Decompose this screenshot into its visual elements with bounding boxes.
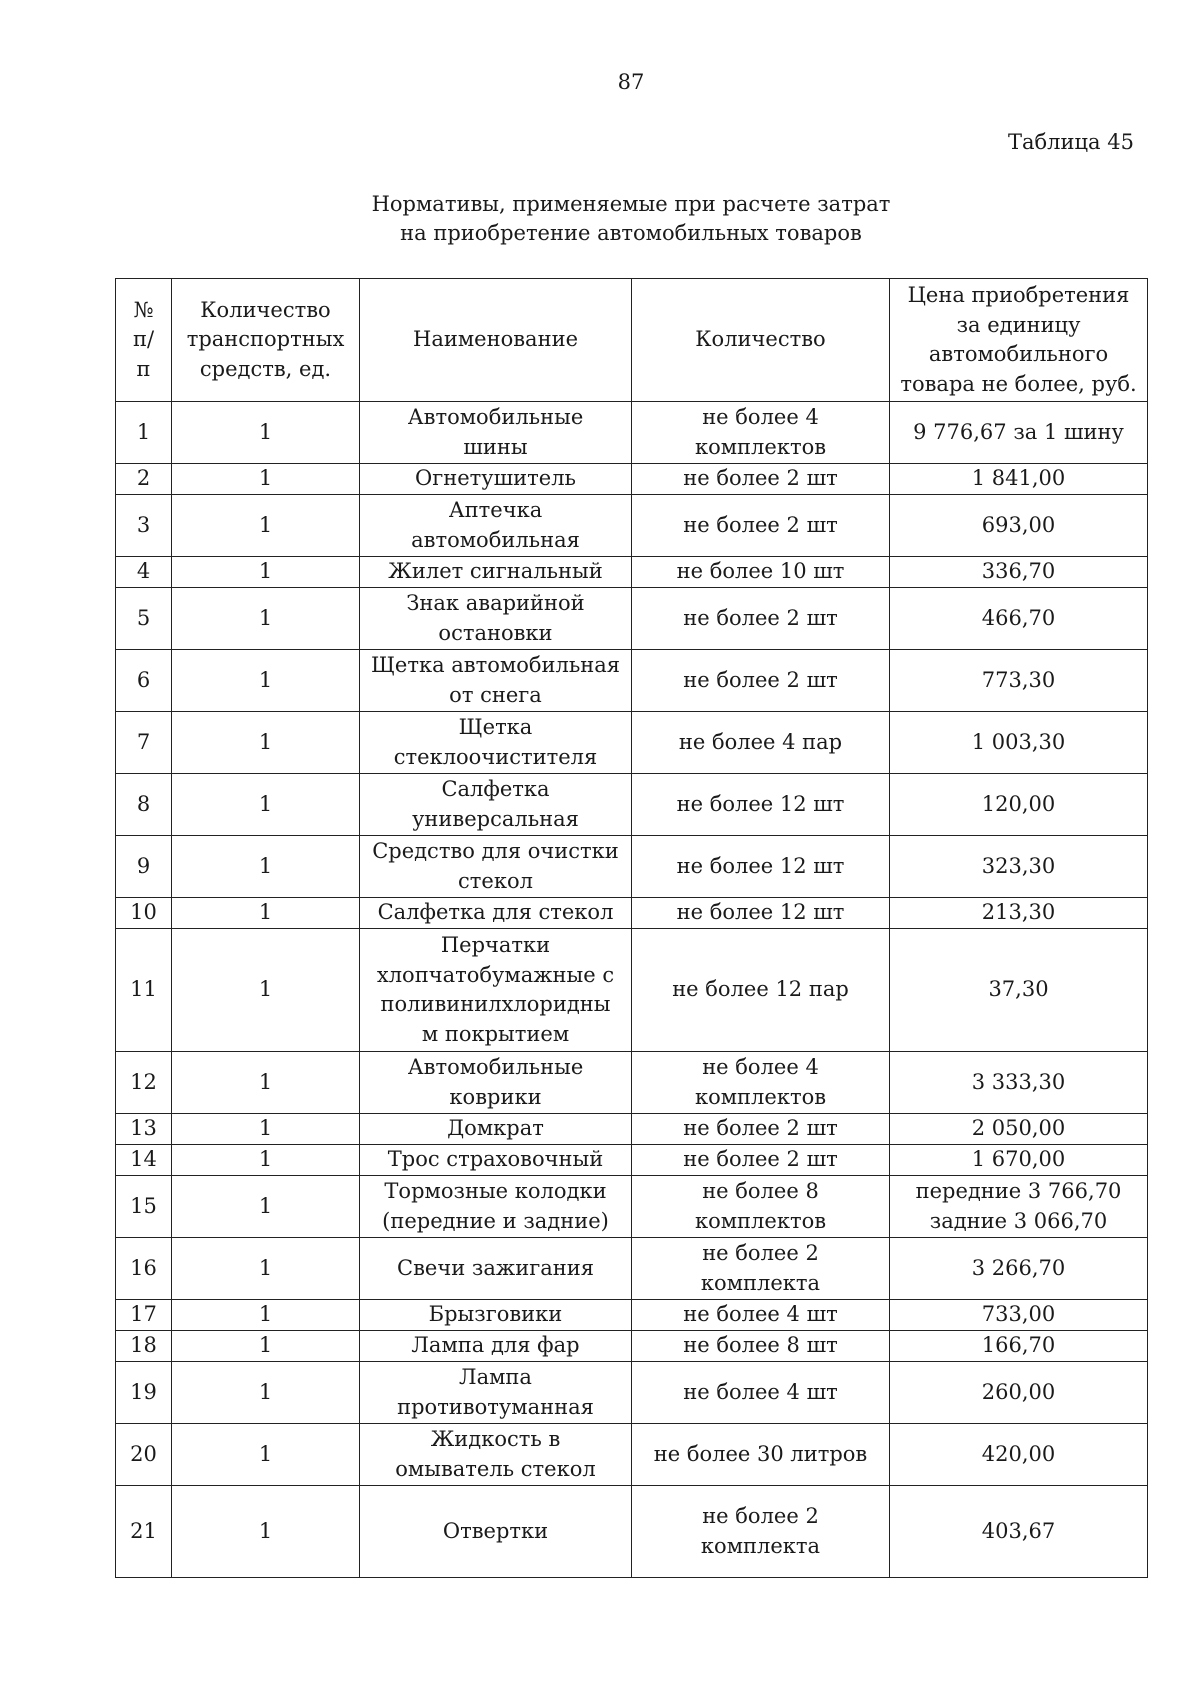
cell-price: 466,70	[890, 588, 1148, 650]
cell-vehicles: 1	[172, 712, 360, 774]
cell-vehicles: 1	[172, 1362, 360, 1424]
table-row	[116, 495, 1148, 557]
cell-price: 2 050,00	[890, 1114, 1148, 1145]
header-name: Наименование	[360, 279, 632, 402]
cell-vehicles: 1	[172, 1114, 360, 1145]
cell-quantity: не более 2 шт	[632, 650, 890, 712]
table-row	[116, 588, 1148, 650]
cell-num: 4	[116, 557, 172, 588]
cell-vehicles: 1	[172, 402, 360, 464]
cell-num: 8	[116, 774, 172, 836]
cell-name: Щетка автомобильная от снега	[360, 650, 632, 712]
cell-num: 18	[116, 1331, 172, 1362]
table-header	[116, 279, 1148, 402]
table-title	[0, 190, 1200, 248]
cell-price: 733,00	[890, 1300, 1148, 1331]
table-row	[116, 1300, 1148, 1331]
cell-num: 17	[116, 1300, 172, 1331]
cell-price: 260,00	[890, 1362, 1148, 1424]
cell-num: 10	[116, 898, 172, 929]
cell-name: Щетка стеклоочистителя	[360, 712, 632, 774]
cell-num: 2	[116, 464, 172, 495]
cell-vehicles: 1	[172, 1052, 360, 1114]
table-row	[116, 1486, 1148, 1578]
cell-num: 12	[116, 1052, 172, 1114]
cell-vehicles: 1	[172, 557, 360, 588]
table-row	[116, 1424, 1148, 1486]
table-row	[116, 557, 1148, 588]
cell-price: 37,30	[890, 929, 1148, 1052]
table-row	[116, 1238, 1148, 1300]
cell-num: 21	[116, 1486, 172, 1578]
norms-table	[115, 278, 1148, 1578]
cell-quantity: не более 4 пар	[632, 712, 890, 774]
cell-quantity: не более 12 пар	[632, 929, 890, 1052]
table-row	[116, 650, 1148, 712]
cell-name: Салфетка универсальная	[360, 774, 632, 836]
cell-quantity: не более 10 шт	[632, 557, 890, 588]
cell-price: 9 776,67 за 1 шину	[890, 402, 1148, 464]
cell-name: Салфетка для стекол	[360, 898, 632, 929]
cell-price: 773,30	[890, 650, 1148, 712]
cell-quantity: не более 12 шт	[632, 898, 890, 929]
cell-num: 6	[116, 650, 172, 712]
cell-quantity: не более 2 шт	[632, 1145, 890, 1176]
cell-vehicles: 1	[172, 1300, 360, 1331]
cell-price: 3 266,70	[890, 1238, 1148, 1300]
cell-price: 336,70	[890, 557, 1148, 588]
cell-num: 1	[116, 402, 172, 464]
cell-name: Жилет сигнальный	[360, 557, 632, 588]
cell-quantity: не более 2 шт	[632, 588, 890, 650]
table-row	[116, 774, 1148, 836]
cell-quantity: не более 8 комплектов	[632, 1176, 890, 1238]
cell-name: Отвертки	[360, 1486, 632, 1578]
cell-name: Жидкость в омыватель стекол	[360, 1424, 632, 1486]
cell-quantity: не более 12 шт	[632, 774, 890, 836]
table-row	[116, 1114, 1148, 1145]
cell-quantity: не более 2 шт	[632, 1114, 890, 1145]
cell-vehicles: 1	[172, 836, 360, 898]
cell-num: 16	[116, 1238, 172, 1300]
cell-price: передние 3 766,70 задние 3 066,70	[890, 1176, 1148, 1238]
cell-name: Лампа противотуманная	[360, 1362, 632, 1424]
cell-num: 3	[116, 495, 172, 557]
cell-vehicles: 1	[172, 1145, 360, 1176]
cell-name: Огнетушитель	[360, 464, 632, 495]
cell-price: 1 841,00	[890, 464, 1148, 495]
cell-name: Перчатки хлопчатобумажные с поливинилхлоридны м покрытием	[360, 929, 632, 1052]
cell-vehicles: 1	[172, 1331, 360, 1362]
cell-vehicles: 1	[172, 1486, 360, 1578]
cell-vehicles: 1	[172, 1424, 360, 1486]
table-row	[116, 1331, 1148, 1362]
cell-vehicles: 1	[172, 495, 360, 557]
table-row	[116, 1145, 1148, 1176]
cell-vehicles: 1	[172, 774, 360, 836]
table-row	[116, 1176, 1148, 1238]
cell-quantity: не более 2 шт	[632, 464, 890, 495]
cell-quantity: не более 4 комплектов	[632, 1052, 890, 1114]
cell-quantity: не более 12 шт	[632, 836, 890, 898]
cell-num: 14	[116, 1145, 172, 1176]
cell-quantity: не более 8 шт	[632, 1331, 890, 1362]
cell-vehicles: 1	[172, 929, 360, 1052]
cell-num: 7	[116, 712, 172, 774]
header-num: № п/ п	[116, 279, 172, 402]
cell-num: 9	[116, 836, 172, 898]
cell-name: Домкрат	[360, 1114, 632, 1145]
cell-price: 213,30	[890, 898, 1148, 929]
cell-quantity: не более 2 шт	[632, 495, 890, 557]
cell-price: 323,30	[890, 836, 1148, 898]
cell-vehicles: 1	[172, 1176, 360, 1238]
cell-num: 15	[116, 1176, 172, 1238]
cell-price: 403,67	[890, 1486, 1148, 1578]
table-row	[116, 1052, 1148, 1114]
cell-price: 1 670,00	[890, 1145, 1148, 1176]
cell-name: Тормозные колодки (передние и задние)	[360, 1176, 632, 1238]
cell-num: 13	[116, 1114, 172, 1145]
table-label: Таблица 45	[1008, 130, 1134, 154]
cell-name: Аптечка автомобильная	[360, 495, 632, 557]
cell-vehicles: 1	[172, 898, 360, 929]
table-row	[116, 836, 1148, 898]
cell-name: Трос страховочный	[360, 1145, 632, 1176]
cell-vehicles: 1	[172, 464, 360, 495]
table-row	[116, 464, 1148, 495]
cell-name: Свечи зажигания	[360, 1238, 632, 1300]
header-quantity: Количество	[632, 279, 890, 402]
cell-quantity: не более 4 шт	[632, 1300, 890, 1331]
header-row	[116, 279, 1148, 402]
cell-price: 166,70	[890, 1331, 1148, 1362]
cell-price: 1 003,30	[890, 712, 1148, 774]
table-row	[116, 402, 1148, 464]
table-row	[116, 712, 1148, 774]
table-title-line-2: на приобретение автомобильных товаров	[400, 221, 862, 245]
cell-vehicles: 1	[172, 588, 360, 650]
table-body	[116, 402, 1148, 1578]
cell-quantity: не более 2 комплекта	[632, 1486, 890, 1578]
cell-name: Брызговики	[360, 1300, 632, 1331]
table-row	[116, 1362, 1148, 1424]
cell-quantity: не более 4 комплектов	[632, 402, 890, 464]
cell-quantity: не более 2 комплекта	[632, 1238, 890, 1300]
cell-name: Средство для очистки стекол	[360, 836, 632, 898]
table-title-line-1: Нормативы, применяемые при расчете затрат	[371, 192, 891, 216]
cell-vehicles: 1	[172, 1238, 360, 1300]
header-price: Цена приобретения за единицу автомобильного товара не более, руб.	[890, 279, 1148, 402]
cell-num: 19	[116, 1362, 172, 1424]
cell-num: 20	[116, 1424, 172, 1486]
table-row	[116, 929, 1148, 1052]
cell-price: 120,00	[890, 774, 1148, 836]
page-number: 87	[617, 70, 645, 94]
cell-vehicles: 1	[172, 650, 360, 712]
cell-name: Автомобильные шины	[360, 402, 632, 464]
cell-name: Лампа для фар	[360, 1331, 632, 1362]
cell-price: 3 333,30	[890, 1052, 1148, 1114]
cell-price: 420,00	[890, 1424, 1148, 1486]
table-row	[116, 898, 1148, 929]
header-vehicles: Количество транспортных средств, ед.	[172, 279, 360, 402]
cell-price: 693,00	[890, 495, 1148, 557]
cell-name: Знак аварийной остановки	[360, 588, 632, 650]
cell-quantity: не более 4 шт	[632, 1362, 890, 1424]
cell-num: 11	[116, 929, 172, 1052]
cell-name: Автомобильные коврики	[360, 1052, 632, 1114]
cell-quantity: не более 30 литров	[632, 1424, 890, 1486]
cell-num: 5	[116, 588, 172, 650]
